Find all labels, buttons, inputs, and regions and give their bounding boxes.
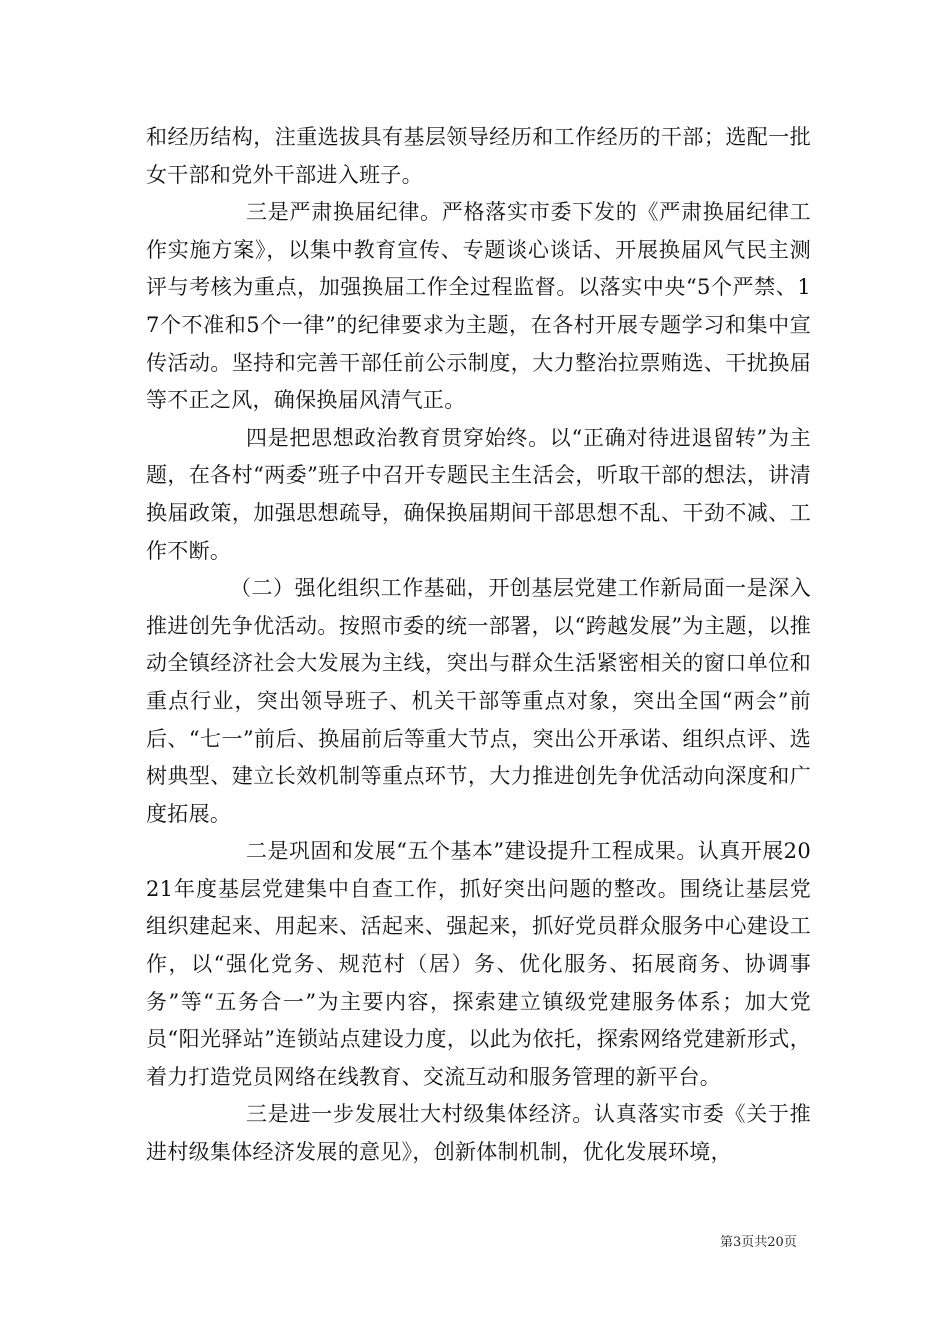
paragraph-collective-economy: 三是进一步发展壮大村级集体经济。认真落实市委《关于推进村级集体经济发展的意见》，创新体制机制，优化发展环境，	[146, 1102, 811, 1165]
paragraph-five-basics: 二是巩固和发展“五个基本”建设提升工程成果。认真开展2021年度基层党建集中自查工作，抓好突出问题的整改。围绕让基层党组织建起来、用起来、活起来、强起来，抓好党员群众服务中心建设工作，以“强化党务、规范村（居）务、优化服务、拓展商务、协调事务”等“五务合一”为主要内容，探索建立镇级党建服务体系；加大党员“阳光驿站”连锁站点建设力度，以此为依托，探索网络党建新形式，着力打造党员网络在线教育、交流互动和服务管理的新平台。	[146, 839, 811, 1089]
page-number: 第3页共20页	[720, 1235, 797, 1250]
paragraph-continuation: 和经历结构，注重选拔具有基层领导经历和工作经历的干部；选配一批女干部和党外干部进入班子。	[146, 125, 811, 187]
document-body	[146, 119, 811, 1172]
paragraph-organization: （二）强化组织工作基础，开创基层党建工作新局面一是深入推进创先争优活动。按照市委的统一部署，以“跨越发展”为主题，以推动全镇经济社会大发展为主线，突出与群众生活紧密相关的窗口单位和重点行业，突出领导班子、机关干部等重点对象，突出全国“两会”前后、“七一”前后、换届前后等重大节点，突出公开承诺、组织点评、选树典型、建立长效机制等重点环节，大力推进创先争优活动向深度和广度拓展。	[146, 576, 811, 826]
paragraph-discipline: 三是严肃换届纪律。严格落实市委下发的《严肃换届纪律工作实施方案》，以集中教育宣传、专题谈心谈话、开展换届风气民主测评与考核为重点，加强换届工作全过程监督。以落实中央“5个严禁、17个不准和5个一律”的纪律要求为主题，在各村开展专题学习和集中宣传活动。坚持和完善干部任前公示制度，大力整治拉票贿选、干扰换届等不正之风，确保换届风清气正。	[146, 200, 811, 413]
paragraph-ideology: 四是把思想政治教育贯穿始终。以“正确对待进退留转”为主题，在各村“两委”班子中召开专题民主生活会，听取干部的想法，讲清换届政策，加强思想疏导，确保换届期间干部思想不乱、干劲不减、工作不断。	[146, 425, 811, 563]
